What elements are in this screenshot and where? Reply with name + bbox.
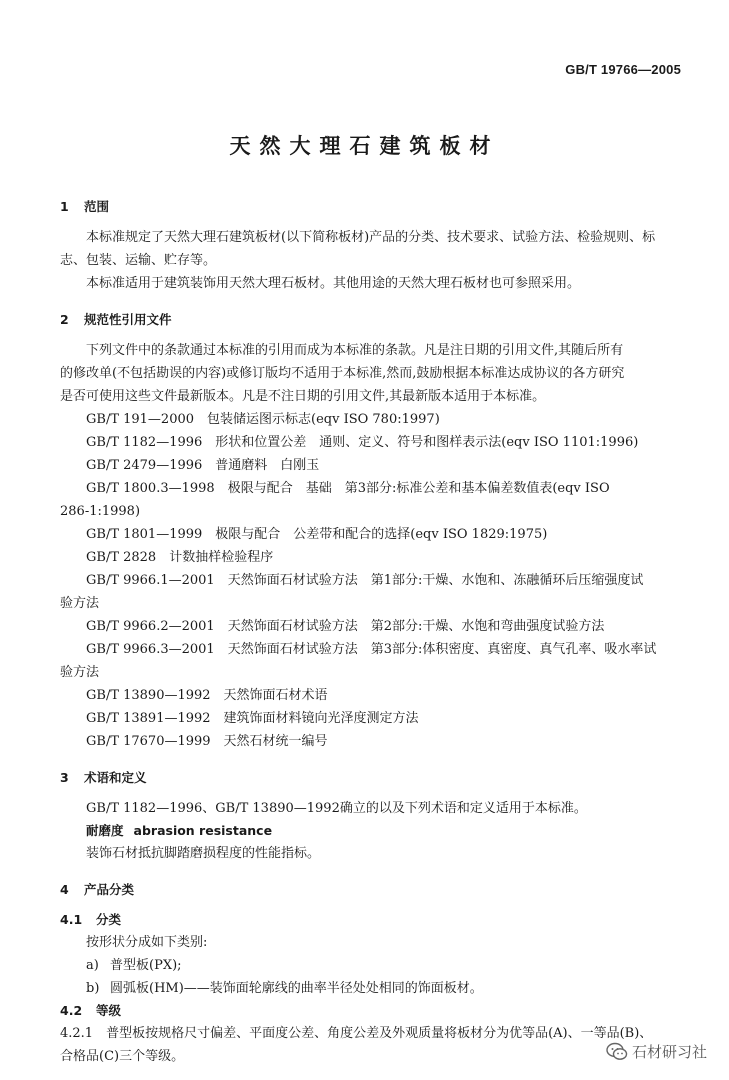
reference-item: GB/T 2479—1996 普通磨料 白刚玉 [86,458,320,473]
reference-item: GB/T 1801—1999 极限与配合 公差带和配合的选择(eqv ISO 1829:1975) [86,527,548,542]
paragraph: 4.2.1 普型板按规格尺寸偏差、平面度公差、角度公差及外观质量将板材分为优等品(A)、一等品(B)、 [60,1026,653,1041]
paragraph-cont: 合格品(C)三个等级。 [60,1049,185,1064]
term-english: abrasion resistance [133,823,273,838]
wechat-icon [606,1042,628,1062]
reference-item: GB/T 9966.1—2001 天然饰面石材试验方法 第1部分:干燥、水饱和、冻融循环后压缩强度试 [86,573,644,588]
paragraph: 按形状分成如下类别: [86,935,208,950]
list-item: a) 普型板(PX); [86,958,182,973]
paragraph: 下列文件中的条款通过本标准的引用而成为本标准的条款。凡是注日期的引用文件,其随后所有 [86,343,624,358]
section-4-heading: 4 产品分类 [60,882,135,897]
list-item: b) 圆弧板(HM)——装饰面轮廓线的曲率半径处处相同的饰面板材。 [86,981,483,996]
reference-item-cont: 验方法 [60,665,100,680]
term-definition: 装饰石材抵抗脚踏磨损程度的性能指标。 [86,846,321,861]
paragraph: 本标准适用于建筑装饰用天然大理石板材。其他用途的天然大理石板材也可参照采用。 [86,276,581,291]
section-4-2-heading: 4.2 等级 [60,1003,122,1018]
watermark-text: 石材研习社 [631,1043,707,1061]
section-4-1-heading: 4.1 分类 [60,912,122,927]
paragraph: GB/T 1182—1996、GB/T 13890—1992确立的以及下列术语和定义适用于本标准。 [86,801,587,816]
reference-item: GB/T 2828 计数抽样检验程序 [86,550,274,565]
term-entry [60,820,680,842]
reference-item: GB/T 17670—1999 天然石材统一编号 [86,734,328,749]
paragraph: 本标准规定了天然大理石建筑板材(以下简称板材)产品的分类、技术要求、试验方法、检验规则、标 [86,230,656,245]
reference-item: GB/T 1182—1996 形状和位置公差 通则、定义、符号和图样表示法(eqv ISO 1101:1996) [86,435,639,450]
reference-item: GB/T 191—2000 包装储运图示标志(eqv ISO 780:1997) [86,412,440,427]
standard-code: GB/T 19766—2005 [565,62,681,77]
reference-item: GB/T 9966.3—2001 天然饰面石材试验方法 第3部分:体积密度、真密度、真气孔率、吸水率试 [86,642,657,657]
watermark [606,1041,707,1062]
reference-item: GB/T 9966.2—2001 天然饰面石材试验方法 第2部分:干燥、水饱和弯曲强度试验方法 [86,619,605,634]
paragraph-cont: 的修改单(不包括勘误的内容)或修订版均不适用于本标准,然而,鼓励根据本标准达成协议的各方研究 [60,366,625,381]
paragraph-cont: 是否可使用这些文件最新版本。凡是不注日期的引用文件,其最新版本适用于本标准。 [60,389,546,404]
section-3-heading: 3 术语和定义 [60,770,147,785]
reference-item: GB/T 13891—1992 建筑饰面材料镜向光泽度测定方法 [86,711,419,726]
term-chinese: 耐磨度 [86,823,124,838]
section-2-heading: 2 规范性引用文件 [60,312,172,327]
document-body [60,196,680,1068]
document-title: 天然大理石建筑板材 [229,134,500,158]
reference-item-cont: 验方法 [60,596,100,611]
reference-item: GB/T 1800.3—1998 极限与配合 基础 第3部分:标准公差和基本偏差数值表(eqv ISO [86,481,610,496]
section-1-heading: 1 范围 [60,199,110,214]
reference-item-cont: 286-1:1998) [60,504,141,519]
paragraph-cont: 志、包装、运输、贮存等。 [60,253,217,268]
reference-item: GB/T 13890—1992 天然饰面石材术语 [86,688,328,703]
